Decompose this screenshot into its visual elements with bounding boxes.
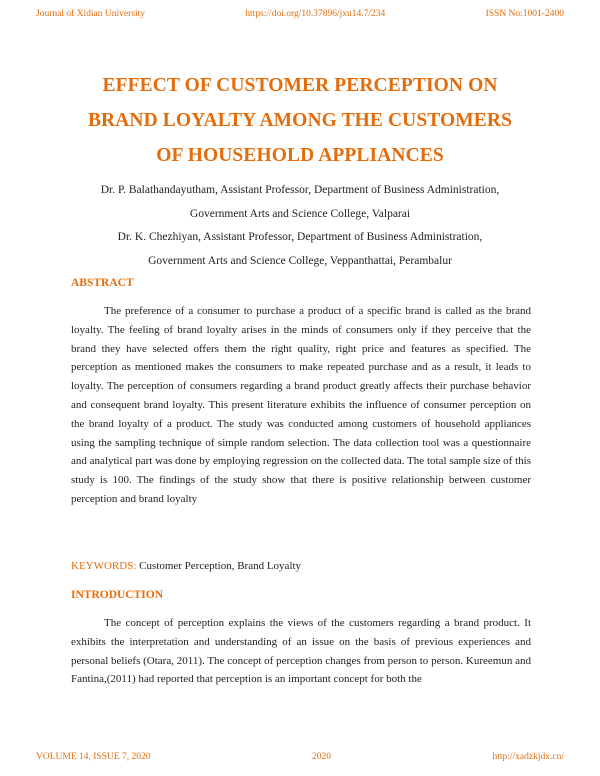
abstract-heading: ABSTRACT bbox=[71, 277, 134, 289]
page-year: 2020 bbox=[312, 752, 331, 762]
author-line: Dr. P. Balathandayutham, Assistant Professor, Department of Business Administration, bbox=[100, 184, 500, 196]
abstract-text: The preference of a consumer to purchase a product of a specific brand is called as the brand loyalty. The feeling of brand loyalty arises in the minds of consumers only if they perceive that the brand they have selected offers them the right quality, right price and features as specified. The perception as mentioned makes the consumers to make repeated purchase and as a result, it leads to loyalty. The perception of consumers regarding a brand product greatly affects their purchase behavior and consequent brand loyalty. This present literature exhibits the influence of consumer perception on the brand loyalty of a product. The study was conducted among customers of household appliances using the sampling technique of simple random selection. The data collection tool was a questionnaire and analytical part was done by employing regression on the collected data. The total sample size of this study is 100. The findings of the study show that there is positive relationship between customer perception and brand loyalty bbox=[71, 305, 531, 505]
title-line: BRAND LOYALTY AMONG THE CUSTOMERS bbox=[87, 110, 513, 131]
site-link[interactable]: http://xadzkjdx.cn/ bbox=[492, 752, 564, 762]
keywords-label: KEYWORDS: bbox=[71, 560, 137, 572]
page-footer bbox=[36, 752, 564, 762]
author-line: Government Arts and Science College, Veppanthattai, Perambalur bbox=[148, 254, 452, 267]
paper-title bbox=[60, 68, 540, 173]
author-block bbox=[40, 179, 560, 273]
journal-name: Journal of Xidian University bbox=[36, 9, 145, 19]
introduction-heading: INTRODUCTION bbox=[71, 589, 164, 601]
author-line: Dr. K. Chezhiyan, Assistant Professor, Department of Business Administration, bbox=[117, 231, 483, 243]
keywords-line bbox=[71, 560, 301, 572]
keywords-value: Customer Perception, Brand Loyalty bbox=[136, 560, 302, 572]
author-line: Government Arts and Science College, Valparai bbox=[189, 207, 411, 220]
issn-label: ISSN No:1001-2400 bbox=[485, 9, 564, 19]
introduction-text: The concept of perception explains the views of the customers regarding a brand product. It exhibits the interpretation and understanding of an issue on the basis of previous experiences and personal beliefs (Otara, 2011). The concept of perception changes from person to person. Kureemun and Fantina,(2011) had reported that perception is an important concept for both the bbox=[71, 617, 531, 686]
volume-label: VOLUME 14, ISSUE 7, 2020 bbox=[36, 752, 151, 762]
title-line: OF HOUSEHOLD APPLIANCES bbox=[156, 145, 444, 166]
title-line: EFFECT OF CUSTOMER PERCEPTION ON bbox=[102, 75, 498, 96]
page-header bbox=[36, 9, 564, 19]
doi-link[interactable]: https://doi.org/10.37896/jxu14.7/234 bbox=[245, 9, 386, 19]
